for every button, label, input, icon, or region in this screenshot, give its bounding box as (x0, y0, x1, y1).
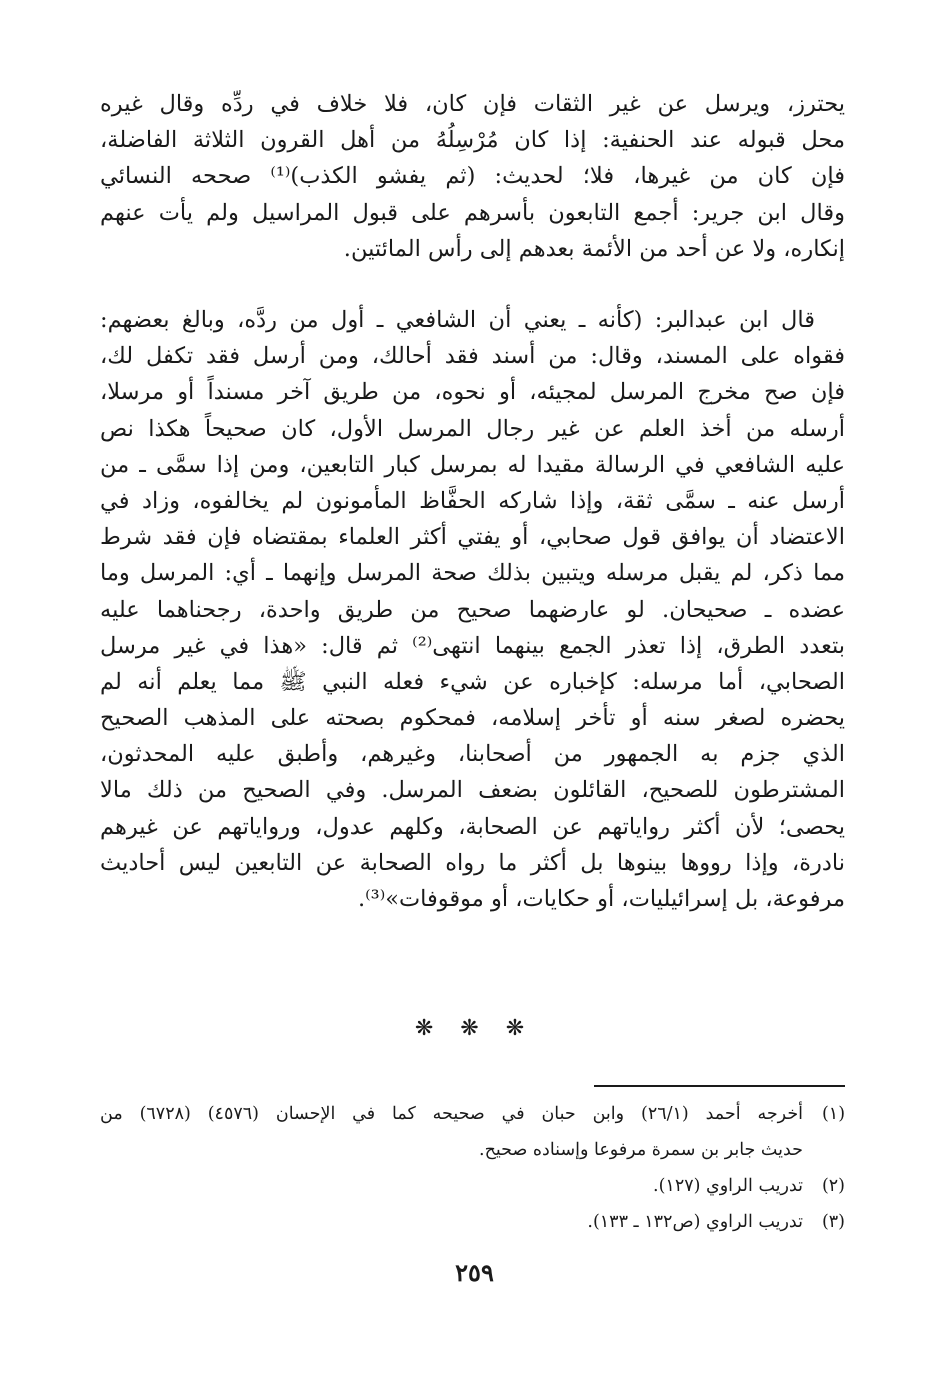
text-line: عضده ـ صحيحان. لو عارضهما صحيح من طريق واحدة، رجحناهما عليه (100, 596, 845, 623)
page-number: ٢٥٩ (455, 1258, 494, 1287)
text-line: فقواه على المسند، وقال: من أسند فقد أحالك، ومن أرسل فقد تكفل لك، (100, 343, 845, 370)
text-line: عليه الشافعي في الرسالة مقيدا له بمرسل كبار التابعين، ومن إذا سمَّى ـ من (100, 451, 845, 478)
text-line: إنكاره، ولا عن أحد من الأئمة بعدهم إلى رأس المائتين. (343, 235, 845, 262)
text-line: بتعدد الطرق، إذا تعذر الجمع بينهما انتهى⁽²⁾ ثم قال: «هذا في غير مرسل (100, 632, 845, 659)
footnote-text: تدريب الراوي (ص١٣٢ ـ ١٣٣). (587, 1212, 803, 1232)
text-line: أرسل عنه ـ سمَّى ثقة، وإذا شاركه الحفَّاظ المأمونون لم يخالفوه، وزاد في (100, 487, 845, 514)
text-line: مما ذكر، لم يقبل مرسله ويتبين بذلك صحة المرسل وإنهما ـ أي: المرسل وما (100, 560, 845, 587)
footnote-1-continuation: حديث جابر بن سمرة مرفوعا وإسناده صحيح. (479, 1140, 803, 1160)
footnote-1 (100, 1096, 845, 1132)
footnote-number: (١) (821, 1104, 845, 1124)
footnote-text: تدريب الراوي (١٢٧). (653, 1176, 803, 1196)
text-line: يحضره لصغر سنه أو تأخر إسلامه، فمحكوم بصحته على المذهب الصحيح (100, 705, 845, 732)
text-line: المشترطون للصحيح، القائلون بضعف المرسل. وفي الصحيح من ذلك مالا (100, 777, 845, 804)
text-line: الذي جزم به الجمهور من أصحابنا، وغيرهم، وأطبق عليه المحدثون، (100, 741, 845, 768)
text-line: قال ابن عبدالبر: (كأنه ـ يعني أن الشافعي ـ أول من ردَّه، وبالغ بعضهم: (100, 307, 815, 333)
paragraph-1 (100, 86, 845, 267)
paragraph-2 (100, 302, 845, 917)
footnote-number: (٣) (821, 1212, 845, 1232)
footnotes (100, 1096, 845, 1240)
text-line: أرسله من أخذ العلم عن غير رجال المرسل الأول، كان صحيحاً هكذا نص (100, 415, 845, 442)
text-line: مرفوعة، بل إسرائيليات، أو حكايات، أو موقوفات»⁽³⁾. (357, 886, 845, 912)
text-line: نادرة، وإذا رووها بينوها بل أكثر ما رواه الصحابة عن التابعين ليس أحاديث (100, 849, 845, 876)
text-line: الصحابي، أما مرسله: كإخباره عن شيء فعله النبي ﷺ مما يعلم أنه لم (100, 668, 845, 695)
text-line: يحصى؛ لأن أكثر رواياتهم عن الصحابة، وكلهم عدول، ورواياتهم عن غيرهم (100, 813, 845, 840)
footnote-3 (100, 1204, 845, 1240)
text-line: محل قبوله عند الحنفية: إذا كان مُرْسِلُهُ من أهل القرون الثلاثة الفاضلة، (100, 127, 845, 154)
footnote-2 (100, 1168, 845, 1204)
text-line: فإن كان من غيرها، فلا؛ لحديث: (ثم يفشو الكذب)⁽¹⁾ صححه النسائي (100, 163, 845, 190)
text-line: وقال ابن جرير: أجمع التابعون بأسرهم على قبول المراسيل ولم يأت عنهم (100, 199, 845, 226)
footnote-number: (٢) (821, 1176, 845, 1196)
text-line: يحترز، ويرسل عن غير الثقات فإن كان، فلا خلاف في ردِّه وقال غيره (100, 91, 845, 117)
section-separator-ornament: ❋ ❋ ❋ (414, 1016, 535, 1041)
text-line: فإن صح مخرج المرسل لمجيئه، أو نحوه، من طريق آخر مسنداً أو مرسلا، (100, 379, 845, 406)
footnote-divider (594, 1085, 845, 1087)
text-line: الاعتضاد أن يوافق قول صحابي، أو يفتي أكثر العلماء بمقتضاه فإن فقد شرط (100, 524, 845, 551)
footnote-text: أخرجه أحمد (٢٦/١) وابن حبان في صحيحه كما في الإحسان (٤٥٧٦) (٦٧٢٨) من (100, 1104, 804, 1124)
